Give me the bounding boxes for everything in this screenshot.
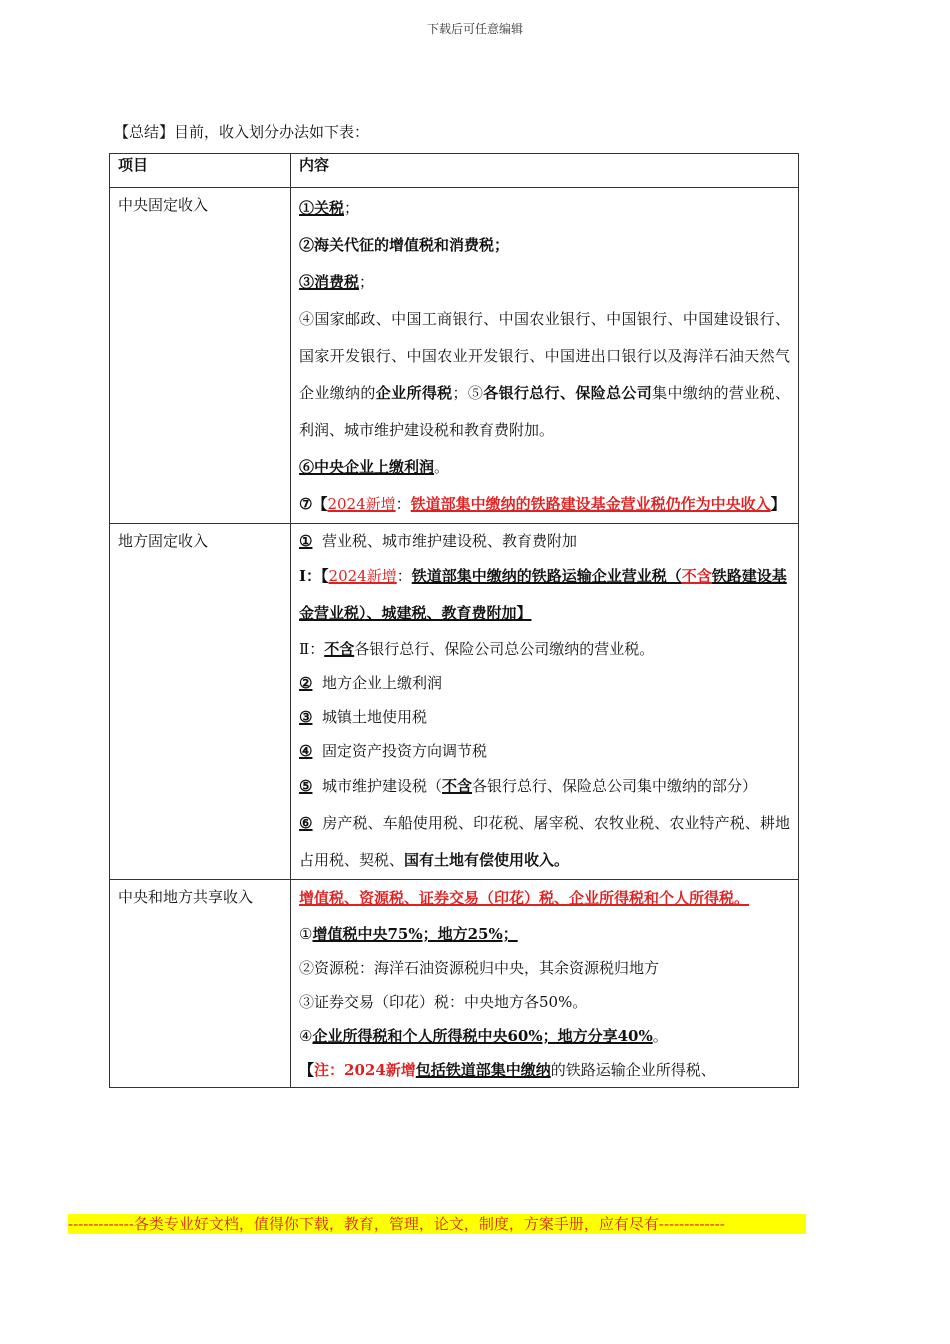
local-line-2: ② 地方企业上缴利润 — [299, 674, 443, 692]
table-row-central — [110, 188, 799, 524]
content-central — [291, 188, 799, 524]
table-row-local — [110, 524, 799, 880]
content-shared — [291, 880, 799, 1088]
local-line-3: ③ 城镇土地使用税 — [299, 708, 428, 726]
shared-line-5: 【注：2024新增包括铁道部集中缴纳的铁路运输企业所得税、 — [299, 1061, 716, 1079]
category-shared: 中央和地方共享收入 — [110, 880, 291, 1088]
col-header-content: 内容 — [291, 154, 799, 188]
page-header-note: 下载后可任意编辑 — [426, 22, 523, 36]
local-line-5: ⑤ 城市维护建设税（不含各银行总行、保险总公司集中缴纳的部分） — [299, 777, 758, 795]
central-line-3: ③消费税； — [299, 273, 375, 291]
table-header-row — [110, 154, 799, 188]
central-line-7: ⑦【2024新增：铁道部集中缴纳的铁路建设基金营业税仍作为中央收入】 — [299, 495, 786, 513]
shared-line-2: ②资源税：海洋石油资源税归中央，其余资源税归地方 — [299, 959, 660, 977]
central-line-2: ②海关代征的增值税和消费税； — [299, 236, 510, 254]
shared-line-1: ①增值税中央75%；地方25%； — [299, 925, 518, 943]
local-line-1: ① 营业税、城市维护建设税、教育费附加 — [299, 532, 578, 550]
category-local: 地方固定收入 — [110, 524, 291, 880]
table-row-shared — [110, 880, 799, 1088]
shared-line-3: ③证券交易（印花）税：中央地方各50%。 — [299, 993, 588, 1011]
col-header-item: 项目 — [110, 154, 291, 188]
revenue-division-table — [109, 153, 799, 1088]
shared-line-0: 增值税、资源税、证券交易（印花）税、企业所得税和个人所得税。 — [299, 889, 750, 907]
local-line-1b: Ⅱ：不含各银行总行、保险公司总公司缴纳的营业税。 — [299, 640, 655, 658]
local-line-4: ④ 固定资产投资方向调节税 — [299, 742, 488, 760]
local-line-1a: Ⅰ：【2024新增：铁道部集中缴纳的铁路运输企业营业税（不含铁路建设基金营业税）、城建税、教育费附加】 — [299, 567, 787, 622]
central-line-1: ①关税； — [299, 199, 360, 217]
central-line-4: ④国家邮政、中国工商银行、中国农业银行、中国银行、中国建设银行、国家开发银行、中国农业开发银行、中国进出口银行以及海洋石油天然气企业缴纳的企业所得税；⑤各银行总行、保险总公司集中缴纳的营业税、利润、城市维护建设税和教育费附加。 — [299, 310, 790, 439]
footer-banner: -------------各类专业好文档，值得你下载，教育，管理，论文，制度，方案手册，应有尽有------------- — [68, 1214, 806, 1234]
category-central: 中央固定收入 — [110, 188, 291, 524]
shared-line-4: ④企业所得税和个人所得税中央60%；地方分享40%。 — [299, 1027, 668, 1045]
intro-text: 【总结】目前，收入划分办法如下表： — [114, 123, 370, 141]
local-line-6: ⑥ 房产税、车船使用税、印花税、屠宰税、农牧业税、农业特产税、耕地占用税、契税、国有土地有偿使用收入。 — [299, 814, 790, 869]
central-line-6: ⑥中央企业上缴利润。 — [299, 458, 450, 476]
content-local — [291, 524, 799, 880]
